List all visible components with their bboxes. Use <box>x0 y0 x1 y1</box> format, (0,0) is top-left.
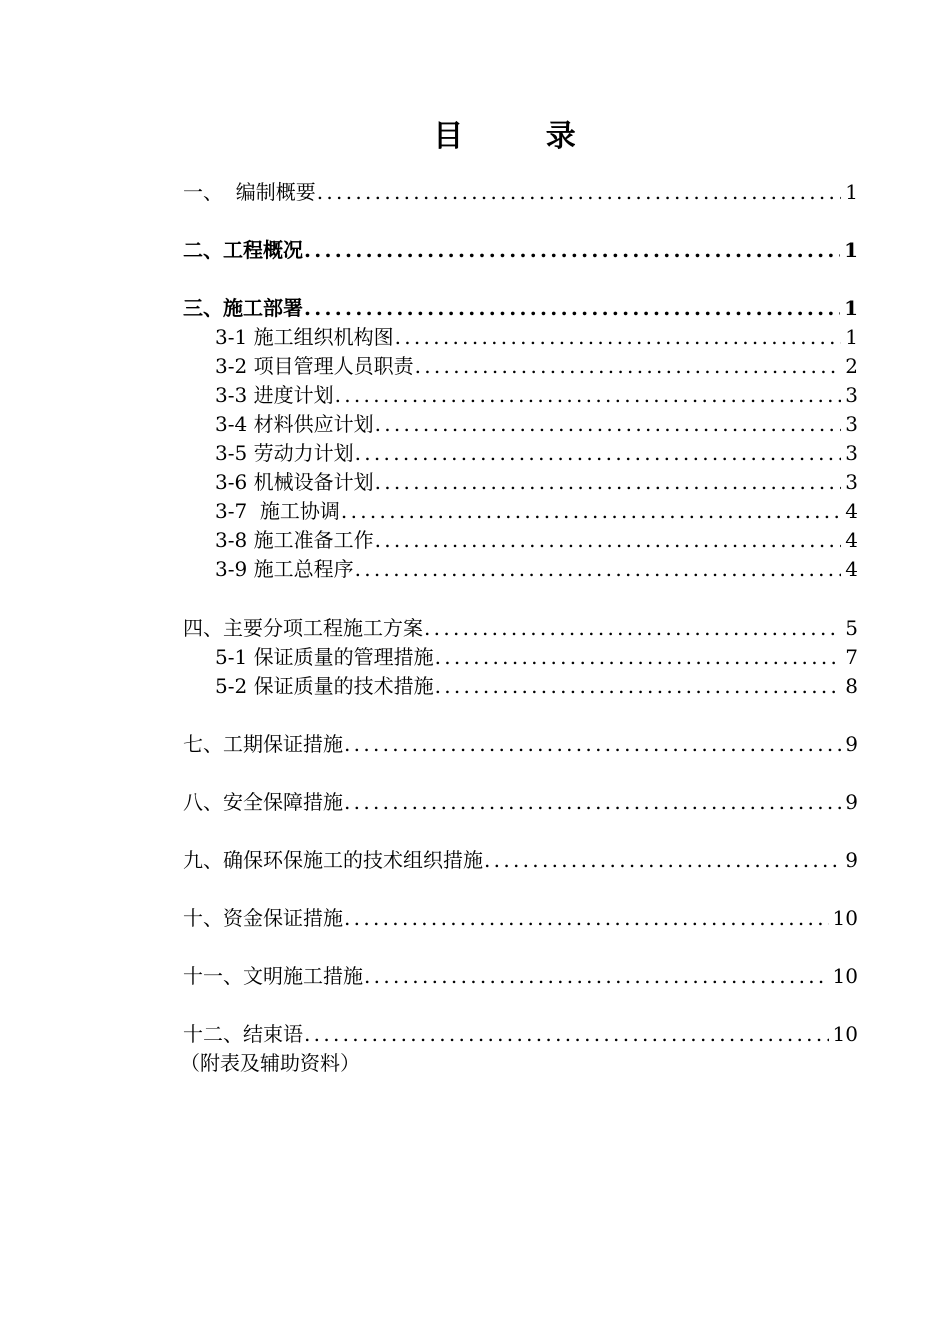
dot-leader <box>435 644 842 670</box>
toc-entry-8[interactable] <box>183 785 858 815</box>
toc-entry-label: 八、安全保障措施 <box>183 790 343 814</box>
toc-entry-page: 3 <box>845 470 858 494</box>
dot-leader <box>341 498 841 524</box>
toc-entry-page: 4 <box>845 557 858 581</box>
toc-entry-label: 十、资金保证措施 <box>183 906 343 930</box>
toc-entry-3-8[interactable] <box>215 523 858 553</box>
toc-entry-label: 二、工程概况 <box>183 238 303 262</box>
dot-leader <box>355 440 842 466</box>
toc-entry-page: 8 <box>845 674 858 698</box>
toc-entry-page: 1 <box>844 296 858 320</box>
dot-leader <box>344 731 841 757</box>
toc-entry-page: 3 <box>845 383 858 407</box>
toc-entry-label: 一、 编制概要 <box>183 180 316 204</box>
toc-entry-10[interactable] <box>183 901 858 931</box>
toc-entry-page: 5 <box>845 616 858 640</box>
toc-entry-label: 3-9 施工总程序 <box>215 557 354 581</box>
toc-entry-7[interactable] <box>183 727 858 757</box>
toc-entry-label: 3-5 劳动力计划 <box>215 441 354 465</box>
toc-entry-2[interactable] <box>183 233 858 263</box>
toc-entry-label: 九、确保环保施工的技术组织措施 <box>183 848 483 872</box>
toc-entry-9[interactable] <box>183 843 858 873</box>
dot-leader <box>375 469 842 495</box>
toc-entry-page: 10 <box>832 964 858 988</box>
toc-entry-page: 9 <box>845 848 858 872</box>
toc-entry-label: 3-2 项目管理人员职责 <box>215 354 414 378</box>
dot-leader <box>375 527 842 553</box>
toc-entry-page: 2 <box>845 354 858 378</box>
dot-leader <box>415 353 842 379</box>
toc-entry-page: 3 <box>845 441 858 465</box>
dot-leader <box>317 179 842 205</box>
toc-entry-page: 7 <box>845 645 858 669</box>
toc-entry-label: 3-3 进度计划 <box>215 383 334 407</box>
dot-leader <box>344 789 841 815</box>
toc-entry-page: 9 <box>845 732 858 756</box>
toc-entry-page: 4 <box>845 528 858 552</box>
toc-entry-page: 10 <box>832 906 858 930</box>
toc-entry-page: 4 <box>845 499 858 523</box>
toc-entry-label: 5-1 保证质量的管理措施 <box>215 645 434 669</box>
page-title: 目 录 <box>433 119 612 154</box>
toc-entry-3-6[interactable] <box>215 465 858 495</box>
toc-entry-label: 四、主要分项工程施工方案 <box>183 616 423 640</box>
appendix-note: （附表及辅助资料） <box>180 1051 360 1075</box>
dot-leader <box>364 963 829 989</box>
toc-entry-3-3[interactable] <box>215 378 858 408</box>
toc-entry-page: 1 <box>844 238 858 262</box>
toc-entry-page: 10 <box>832 1022 858 1046</box>
dot-leader <box>484 847 841 873</box>
toc-entry-3[interactable] <box>183 291 858 321</box>
dot-leader <box>424 615 841 641</box>
toc-entry-label: 3-4 材料供应计划 <box>215 412 374 436</box>
dot-leader <box>395 324 842 350</box>
toc-entry-page: 9 <box>845 790 858 814</box>
toc-entry-5-1[interactable] <box>215 640 858 670</box>
toc-entry-label: 七、工期保证措施 <box>183 732 343 756</box>
dot-leader <box>344 905 829 931</box>
toc-entry-1[interactable] <box>183 175 858 205</box>
toc-entry-label: 3-1 施工组织机构图 <box>215 325 394 349</box>
toc-entry-3-1[interactable] <box>215 320 858 350</box>
dot-leader <box>304 1021 829 1047</box>
dot-leader <box>435 673 842 699</box>
toc-entry-label: 5-2 保证质量的技术措施 <box>215 674 434 698</box>
toc-entry-label: 3-7 施工协调 <box>215 499 340 523</box>
toc-entry-label: 3-8 施工准备工作 <box>215 528 374 552</box>
toc-entry-page: 1 <box>845 180 858 204</box>
dot-leader <box>375 411 842 437</box>
toc-entry-11[interactable] <box>183 959 858 989</box>
toc-entry-3-2[interactable] <box>215 349 858 379</box>
toc-entry-5-2[interactable] <box>215 669 858 699</box>
toc-entry-3-7[interactable] <box>215 494 858 524</box>
toc-entry-label: 三、施工部署 <box>183 296 303 320</box>
toc-entry-page: 1 <box>845 325 858 349</box>
toc-entry-label: 3-6 机械设备计划 <box>215 470 374 494</box>
toc-entry-3-9[interactable] <box>215 552 858 582</box>
dot-leader <box>355 556 842 582</box>
dot-leader <box>304 295 840 321</box>
toc-entry-12[interactable] <box>183 1017 858 1047</box>
dot-leader <box>335 382 842 408</box>
toc-entry-3-5[interactable] <box>215 436 858 466</box>
toc-entry-4[interactable] <box>183 611 858 641</box>
toc-entry-label: 十二、结束语 <box>183 1022 303 1046</box>
toc-entry-3-4[interactable] <box>215 407 858 437</box>
toc-entry-page: 3 <box>845 412 858 436</box>
toc-entry-label: 十一、文明施工措施 <box>183 964 363 988</box>
dot-leader <box>304 237 840 263</box>
